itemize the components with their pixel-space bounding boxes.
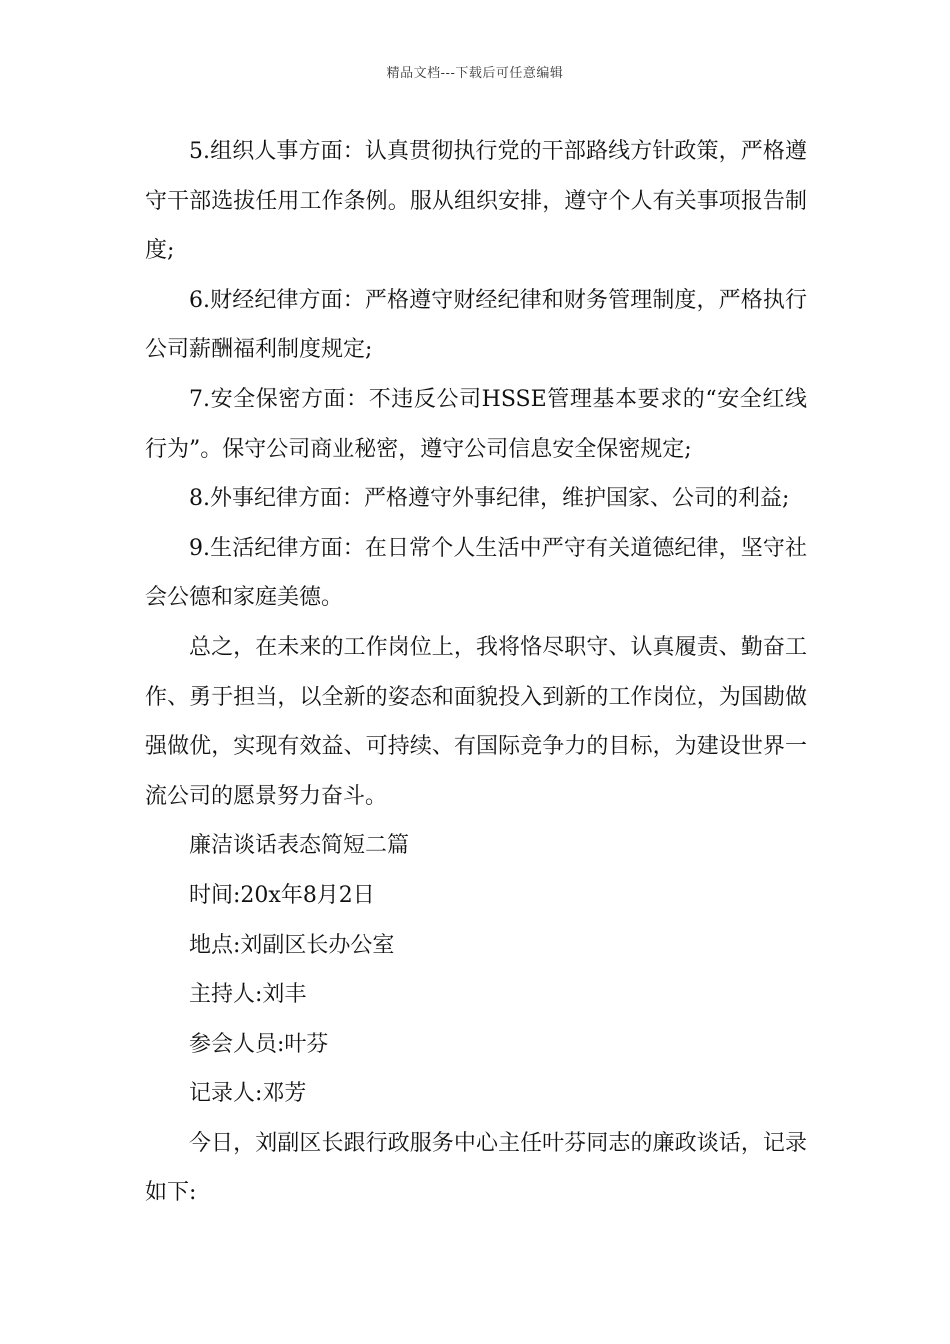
meeting-host: 主持人:刘丰 xyxy=(189,982,307,1008)
paragraph-finance: 6.财经纪律方面：严格遵守财经纪律和财务管理制度，严格执行公司薪酬福利制度规定; xyxy=(145,287,807,363)
meeting-location: 地点:刘副区长办公室 xyxy=(189,932,395,958)
paragraph-record-intro: 今日，刘副区长跟行政服务中心主任叶芬同志的廉政谈话，记录如下: xyxy=(145,1130,807,1206)
paragraph-conclusion: 总之，在未来的工作岗位上，我将恪尽职守、认真履责、勤奋工作、勇于担当，以全新的姿态和面貌投入到新的工作岗位，为国勘做强做优，实现有效益、可持续、有国际竞争力的目标，为建设世界一流公司的愿景努力奋斗。 xyxy=(145,634,807,809)
paragraph-foreign-affairs: 8.外事纪律方面：严格遵守外事纪律，维护国家、公司的利益; xyxy=(189,486,790,512)
paragraph-personnel: 5.组织人事方面：认真贯彻执行党的干部路线方针政策，严格遵守干部选拔任用工作条例。服从组织安排，遵守个人有关事项报告制度; xyxy=(145,139,807,264)
document-body xyxy=(145,127,807,1218)
meeting-recorder: 记录人:邓芳 xyxy=(189,1081,307,1107)
paragraph-life-discipline: 9.生活纪律方面：在日常个人生活中严守有关道德纪律，坚守社会公德和家庭美德。 xyxy=(145,535,807,611)
paragraph-security: 7.安全保密方面：不违反公司HSSE管理基本要求的“安全红线行为”。保守公司商业秘密，遵守公司信息安全保密规定; xyxy=(145,386,807,462)
meeting-time: 时间:20x年8月2日 xyxy=(189,882,375,908)
section-title: 廉洁谈话表态简短二篇 xyxy=(189,833,410,859)
page-header: 精品文档---下载后可任意编辑 xyxy=(386,66,564,81)
meeting-attendees: 参会人员:叶芬 xyxy=(189,1031,329,1057)
